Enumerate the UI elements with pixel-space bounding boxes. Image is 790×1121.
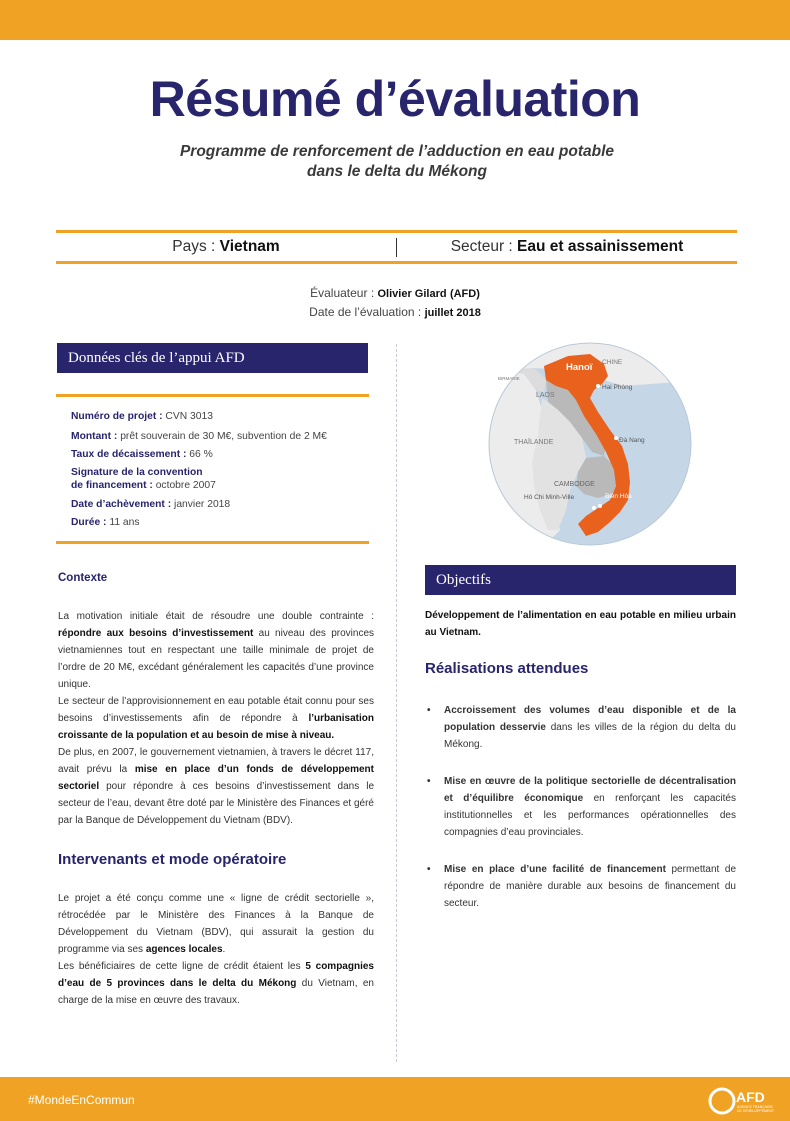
evaluation-info: [0, 284, 790, 322]
signature-value: octobre 2007: [155, 480, 216, 491]
realisation-2-text: en renforçant les capacités institutionnelles et les performances opérationnelles des compagnies d’eau provinciales.: [444, 793, 736, 838]
evaluation-date-value: juillet 2018: [424, 307, 481, 319]
realisation-item: [425, 773, 736, 841]
bullet-glyph: •: [427, 864, 431, 875]
map-label-birmanie: BIRMANIE: [498, 376, 520, 381]
hai-phong-dot: [596, 384, 600, 388]
amount-value: prêt souverain de 30 M€, subvention de 2 M€: [120, 431, 327, 442]
vietnam-map: [474, 340, 706, 546]
map-label-ho-chi-minh: Hô Chi Minh-Ville: [524, 494, 575, 501]
key-data-heading: Données clés de l’appui AFD: [57, 343, 368, 373]
realisation-item: [425, 702, 736, 753]
page-title: Résumé d’évaluation: [149, 71, 641, 127]
context-p1-text: La motivation initiale était de résoudre une double contrainte :: [58, 611, 374, 622]
context-text: [58, 608, 374, 829]
sector-value: Eau et assainissement: [517, 238, 684, 255]
amount-row: [71, 430, 327, 443]
evaluation-date-line: [0, 303, 790, 322]
map-graphic: [474, 340, 706, 546]
signature-label-line-2: de financement :: [71, 480, 153, 491]
evaluator-line: [0, 284, 790, 303]
intervenants-p1-text: Le projet a été conçu comme une « ligne de crédit sectorielle », rétrocédée par le Ministère des Finances à la Banque de Développement du Vietnam (BDV), qui assurait la gestion du programme via ses: [58, 893, 374, 955]
completion-label: Date d’achèvement :: [71, 499, 172, 510]
sector-label: Secteur :: [450, 238, 513, 255]
evaluator-name: Olivier Gilard: [377, 288, 447, 300]
intervenants-p1-text-end: .: [222, 944, 226, 955]
intervenants-paragraph-1: [58, 890, 374, 958]
afd-logo-ring: [710, 1089, 734, 1113]
bullet-glyph: •: [427, 776, 431, 787]
country-sector-band: [56, 230, 737, 264]
key-data-box: [56, 394, 369, 544]
objectives-text: [425, 607, 736, 641]
duration-label: Durée :: [71, 517, 107, 528]
column-divider: [396, 344, 397, 1062]
evaluation-date-label: Date de l’évaluation :: [309, 305, 422, 319]
realisations-heading: Réalisations attendues: [425, 660, 589, 677]
objectives-statement: Développement de l’alimentation en eau potable en milieu urbain au Vietnam.: [425, 610, 736, 638]
signature-label-line-1: Signature de la convention: [71, 467, 203, 478]
da-nang-dot: [614, 436, 618, 440]
map-label-bien-hoa-text: Biên Hòa: [605, 493, 632, 500]
afd-logo-text: AFD: [736, 1089, 765, 1105]
evaluator-org: (AFD): [449, 288, 480, 300]
context-p3-emphasis: mise en place d’un fonds de développement sectoriel: [58, 764, 374, 792]
duration-value: 11 ans: [109, 517, 140, 528]
disbursement-label: Taux de décaissement :: [71, 449, 187, 460]
realisation-2-emphasis: Mise en œuvre de la politique sectorielle de décentralisation et d’équilibre économique: [444, 776, 736, 804]
context-p3-text: De plus, en 2007, le gouvernement vietnamien, à travers le décret 117, avait prévu la: [58, 747, 374, 775]
context-p3-text-end: pour répondre à ces besoins d’investissement dans le secteur de l’eau, devant être doté par le Ministère des Finances et géré par la Banque de Développement du Vietnam (BDV).: [58, 781, 374, 826]
context-paragraph-2: [58, 693, 374, 744]
intervenants-p1-emphasis: agences locales: [145, 944, 223, 955]
realisation-3-text: permettant de répondre de manière durable aux besoins de financement du secteur.: [444, 864, 737, 909]
intervenants-text: [58, 890, 374, 1009]
realisations-list: [425, 702, 736, 932]
map-label-thailande: THAÏLANDE: [514, 439, 554, 446]
intervenants-p2-emphasis: 5 compagnies d’eau de 5 provinces dans le delta du Mékong: [58, 961, 374, 989]
footer-hashtag: #MondeEnCommun: [28, 1093, 135, 1107]
bien-hoa-dot: [598, 504, 602, 508]
ho-chi-minh-dot: [592, 506, 596, 510]
afd-logo-subtext-2: DE DÉVELOPPEMENT: [737, 1109, 774, 1113]
duration-row: [71, 516, 140, 529]
context-paragraph-3: [58, 744, 374, 829]
intervenants-p2-text-end: du Vietnam, en charge de la mise en œuvre des travaux.: [58, 978, 374, 1006]
context-heading: Contexte: [58, 572, 108, 584]
footer-bar: [0, 1077, 790, 1121]
realisation-1-emphasis: Accroissement des volumes d’eau disponible et de la population desservie: [444, 705, 736, 733]
map-label-hai-phong: Hai Phòng: [602, 384, 633, 391]
map-label-china: CHINE: [602, 359, 623, 366]
project-number-label: Numéro de projet :: [71, 411, 163, 422]
afd-logo: [706, 1085, 786, 1117]
intervenants-heading: Intervenants et mode opératoire: [58, 851, 287, 868]
realisation-1-text: dans les villes de la région du delta du Mékong.: [444, 722, 736, 750]
map-label-laos: LAOS: [536, 392, 555, 399]
top-accent-bar: [0, 0, 790, 40]
afd-logo-subtext-1: AGENCE FRANÇAISE: [737, 1105, 773, 1109]
subtitle-line-2: dans le delta du Mékong: [307, 163, 487, 180]
realisation-3-emphasis: Mise en place d’une facilité de financement: [444, 864, 666, 875]
subtitle-line-1: Programme de renforcement de l’adduction en eau potable: [179, 143, 615, 160]
map-label-hanoi: Hanoï: [566, 362, 593, 373]
context-p1-text-end: au niveau des provinces vietnamiennes tout en respectant une taille minimale de projet de l’ordre de 20 M€, excédant généralement les capacités d’une province unique.: [58, 628, 375, 690]
map-label-cambodge: CAMBODGE: [554, 481, 595, 488]
sector-cell: [397, 233, 737, 261]
map-label-da-nang: Đà Nang: [619, 437, 645, 444]
amount-label: Montant :: [71, 431, 118, 442]
intervenants-p2-text: Les bénéficiaires de cette ligne de crédit étaient les: [58, 961, 306, 972]
map-label-bien-hoa: [605, 493, 632, 500]
completion-row: [71, 498, 230, 511]
disbursement-value: 66 %: [189, 449, 213, 460]
page-subtitle: [0, 142, 790, 182]
completion-value: janvier 2018: [174, 499, 231, 510]
context-p1-emphasis: répondre aux besoins d’investissement: [58, 628, 254, 639]
country-label: Pays :: [172, 238, 216, 255]
objectives-heading: Objectifs: [425, 565, 736, 595]
context-p2-emphasis: l’urbanisation croissante de la population et au besoin de mise à niveau.: [58, 713, 374, 741]
project-number-row: [71, 410, 213, 423]
context-p2-text: Le secteur de l’approvisionnement en eau potable était connu pour ses besoins d’investissements afin de répondre à: [58, 696, 374, 724]
intervenants-paragraph-2: [58, 958, 374, 1009]
realisation-item: [425, 861, 736, 912]
country-cell: [56, 233, 396, 261]
bullet-glyph: •: [427, 705, 431, 716]
signature-row: [71, 466, 216, 492]
evaluator-label: Évaluateur :: [310, 286, 375, 300]
project-number-value: CVN 3013: [165, 411, 213, 422]
context-paragraph-1: [58, 608, 374, 693]
country-value: Vietnam: [219, 238, 280, 255]
disbursement-row: [71, 448, 213, 461]
